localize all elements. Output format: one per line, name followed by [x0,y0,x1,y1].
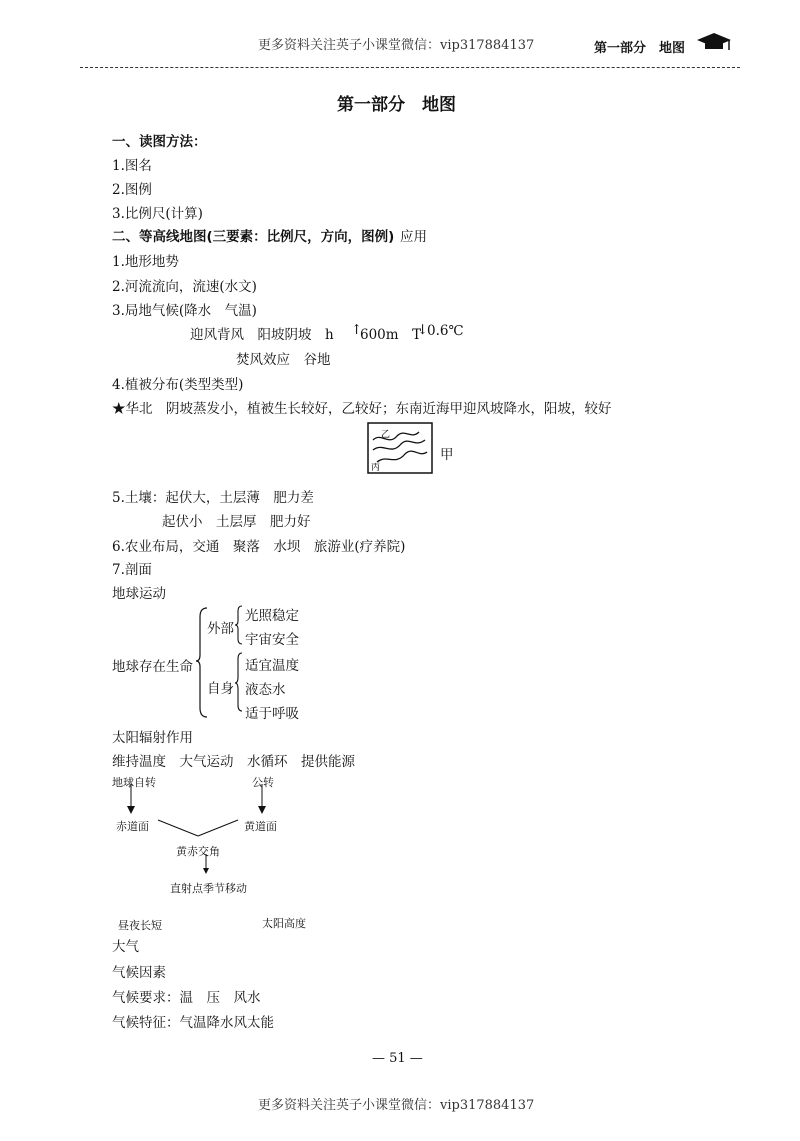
header-watermark: 更多资料关注英子小课堂微信：vip317884137 [258,38,535,53]
list-item: 液态水 [245,682,286,698]
rotation-label: 地球自转 [112,776,156,789]
list-item: 起伏小 土层厚 肥力好 [162,514,311,530]
footer-watermark: 更多资料关注英子小课堂微信：vip317884137 [258,1098,535,1113]
list-item: 3.比例尺(计算) [112,206,203,222]
page-number: — 51 — [372,1051,423,1066]
earth-heading: 地球运动 [112,586,166,602]
height-text: 600m T [360,327,422,343]
north-china-note: ★华北 阴坡蒸发小，植被生长较好，乙较好；东南近海甲迎风坡降水，阳坡，较好 [112,401,612,417]
equator-plane-label: 赤道面 [116,820,149,833]
list-item: 光照稳定 [245,608,299,624]
list-item: 7.剖面 [112,562,152,578]
foehn-text: 焚风效应 谷地 [236,352,331,368]
contour-figure [367,422,433,474]
list-item: 气候要求：温 压 风水 [112,990,261,1006]
list-item: 1.地形地势 [112,254,179,270]
header-section-label: 第一部分 地图 [594,41,686,56]
figure-label-jia: 甲 [440,447,454,463]
section-heading-2-suffix: 应用 [400,229,427,245]
self-label: 自身 [207,681,234,697]
subsolar-label: 直射点季节移动 [170,882,247,895]
sun-altitude-label: 太阳高度 [262,917,306,930]
ecliptic-plane-label: 黄道面 [244,820,277,833]
revolution-label: 公转 [252,776,274,789]
list-item: 2.图例 [112,182,152,198]
list-item: 2.河流流向，流速(水文) [112,279,257,295]
list-item: 6.农业布局，交通 聚落 水坝 旅游业(疗养院) [112,539,406,555]
list-item: 气候因素 [112,965,166,981]
life-root: 地球存在生命 [112,659,193,675]
slope-text: 迎风背风 阳坡阴坡 h [190,327,334,343]
solar-heading: 太阳辐射作用 [112,730,193,746]
list-item: 气候特征：气温降水风太能 [112,1015,274,1031]
figure-label-bing: 丙 [371,463,381,473]
section-heading-2: 二、等高线地图(三要素：比例尺，方向，图例) [112,229,395,245]
graduation-cap-icon [695,30,733,54]
list-item: 5.土壤：起伏大，土层薄 肥力差 [112,490,314,506]
header-rule [80,67,740,68]
list-item: 大气 [112,939,139,955]
solar-effects: 维持温度 大气运动 水循环 提供能源 [112,754,355,770]
page-title: 第一部分 地图 [337,95,456,115]
external-label: 外部 [207,621,234,637]
day-night-label: 昼夜长短 [118,919,162,932]
temperature-text: 0.6℃ [427,323,464,339]
obliquity-label: 黄赤交角 [176,845,220,858]
list-item: 4.植被分布(类型类型) [112,377,244,393]
up-arrow-icon: ↑ [351,322,363,338]
list-item: 宇宙安全 [245,632,299,648]
list-item: 适于呼吸 [245,706,299,722]
list-item: 1.图名 [112,158,152,174]
section-heading-1: 一、读图方法： [112,134,207,150]
down-arrow-icon: ↓ [417,322,429,338]
list-item: 3.局地气候(降水 气温) [112,303,257,319]
figure-label-yi: 乙 [381,430,391,440]
list-item: 适宜温度 [245,658,299,674]
